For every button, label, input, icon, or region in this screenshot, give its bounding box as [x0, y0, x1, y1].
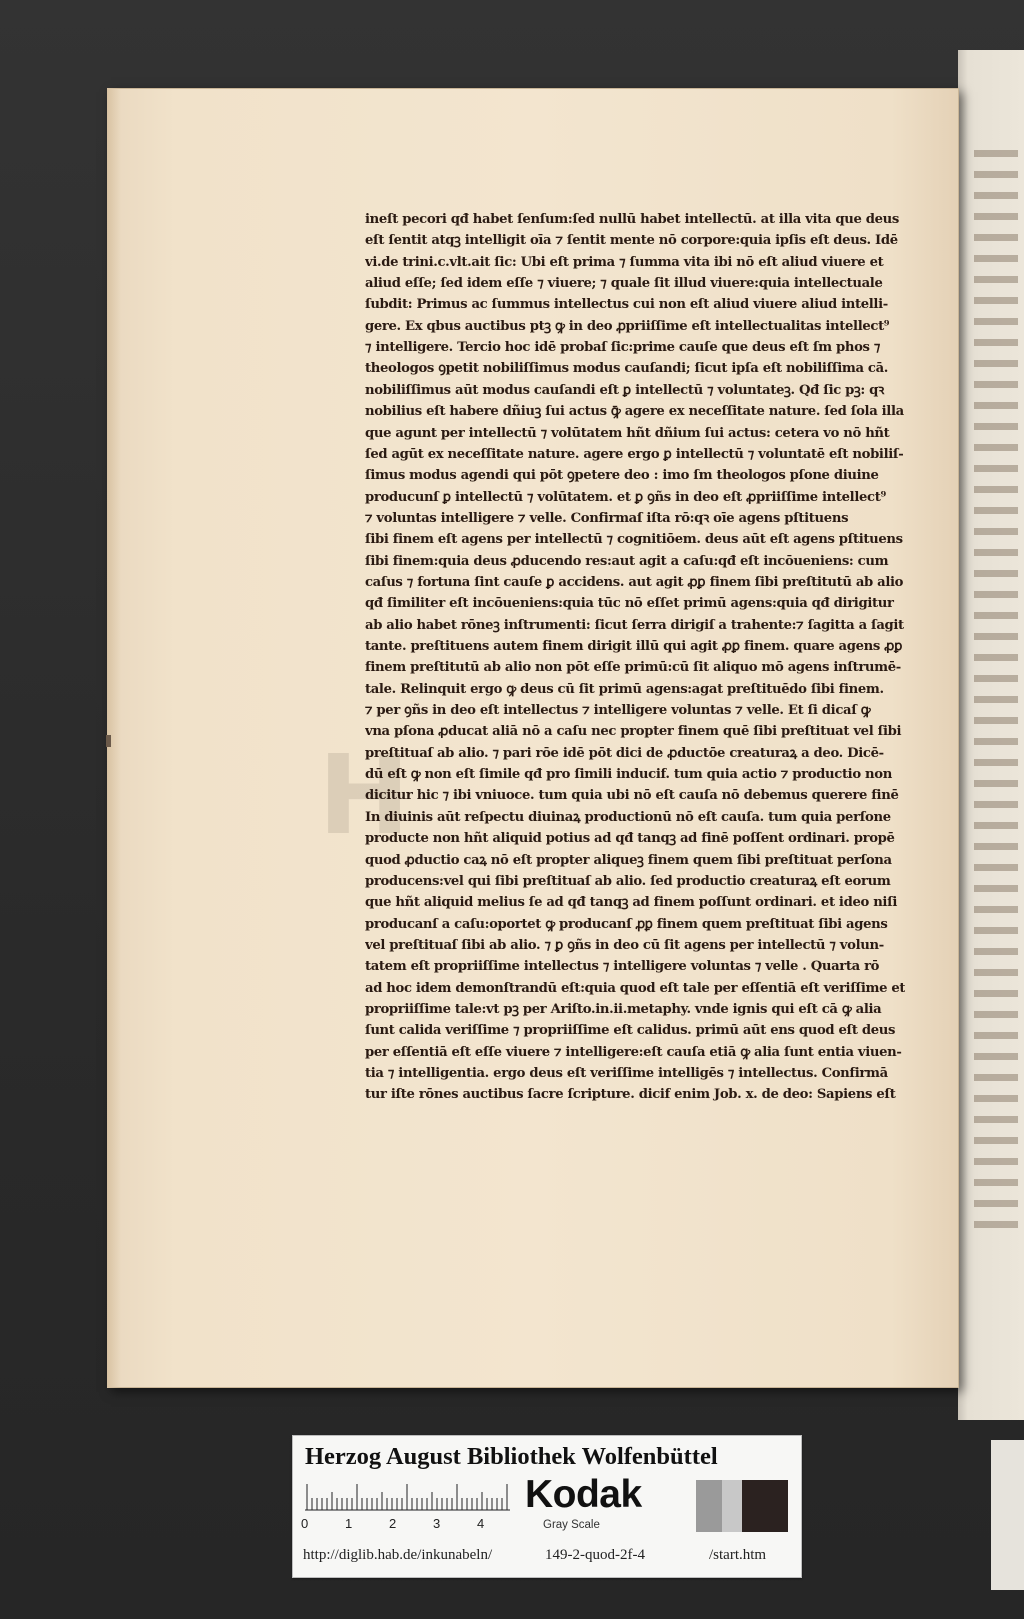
text-line: ⁊ intelligere. Tercio hoc idē probaſ ſic:prime cauſe que deus eſt ſm phos ⁊ [365, 340, 881, 356]
ruler-numbers [297, 1514, 527, 1534]
text-line: nobilius eſt habere dñiuꝫ ſui actus ꝙ̄ agere ex neceſſitate nature. ſed ſola illa [365, 404, 904, 420]
text-line: ſibi finem eſt agens per intellectū ⁊ cognitiōem. deus aūt eſt agens pſtituens [365, 532, 903, 548]
text-line: qđ ſimiliter eſt incōueniens:quia tūc nō eſſet primū agens:quia qđ dirigitur [365, 596, 894, 612]
text-line: vna pſona ꝓducat aliā nō a caſu nec propter finem quē ſibi preſtituat vel ſibi [365, 724, 902, 740]
text-line: ſunt calida veriſſime ⁊ propriiſſime eſt calidus. primū aūt ens quod eſt deus [365, 1023, 896, 1039]
text-line: que agunt per intellectū ⁊ volūtatem hñt dñium ſui actus: cetera vo nō hñt [365, 425, 890, 441]
gray-swatch-dark [742, 1480, 788, 1532]
url-id: 149-2-quod-2f-4 [545, 1547, 645, 1563]
text-line: ineſt pecori qđ habet ſenſum:ſed nullū habet intellectū. at illa vita que deus [365, 212, 899, 227]
text-line: tia ⁊ intelligentia. ergo deus eſt veriſſime intelligēs ⁊ intellectus. Confirmā [365, 1066, 888, 1081]
text-line: tale. Relinquit ergo ꝙ deus cū ſit primū agens:agat preſtituēdo ſibi finem. [365, 681, 884, 697]
ruler-number: 0 [301, 1516, 309, 1531]
ruler-number: 4 [477, 1516, 485, 1531]
text-line: ſed agūt ex neceſſitate nature. agere ergo ꝑ intellectū ⁊ voluntatē eſt nobiliſ- [365, 446, 904, 462]
side-label-strip [991, 1440, 1024, 1590]
text-line: que hñt aliquid melius ſe ad qđ tanqꝫ ad finem poſſunt ordinari. et ideo niſi [365, 895, 898, 911]
url-suffix: /start.htm [709, 1547, 767, 1563]
text-line: per eſſentiā eſt eſſe viuere ⁊ intelligere:eſt cauſa etiā ꝙ alia ſunt entia viuen- [365, 1044, 902, 1060]
text-line: producanſ a caſu:oportet ꝙ producanſ ꝓꝑ finem quem preſtituat ſibi agens [365, 916, 888, 932]
url-base: http://diglib.hab.de/inkunabeln/ [303, 1547, 493, 1563]
text-line: In diuinis aūt reſpectu diuinaꝝ productionū nō eſt cauſa. tum quia perſone [365, 809, 891, 825]
color-target-card [292, 1435, 802, 1578]
text-line: producunſ ꝑ intellectū ⁊ volūtatem. et ꝑ ꝯñs in deo eſt ꝓpriiſſime intellect⁹ [365, 489, 886, 505]
text-line: dū eſt ꝙ non eſt ſimile qđ pro ſimili inducif. tum quia actio ⁊ productio non [365, 767, 892, 783]
text-line: dicitur hic ⁊ ibi vniuoce. tum quia ubi nō eſt cauſa nō debemus querere finē [365, 788, 899, 804]
text-line: ad hoc idem demonſtrandū eſt:quia quod eſt tale per eſſentiā eſt veriſſime et [365, 980, 905, 996]
text-line: eſt ſentit atqꝫ intelligit oīa ⁊ ſentit mente nō corpore:quia ipſis eſt deus. Idē [365, 233, 898, 249]
page-text-block [365, 209, 905, 1109]
text-line: ⁊ per ꝯñs in deo eſt intellectus ⁊ intelligere voluntas ⁊ velle. Et ſi dicaſ ꝙ [365, 703, 871, 719]
ruler-number: 3 [433, 1516, 441, 1531]
text-line: preſtituaſ ab alio. ⁊ pari rōe idē pōt dici de ꝓductōe creaturaꝝ a deo. Dicē- [365, 745, 884, 761]
text-line: caſus ⁊ fortuna ſint cauſe ꝑ accidens. aut agit ꝓꝑ finem ſibi preſtitutū ab alio [365, 574, 904, 590]
gray-swatch-light [722, 1480, 742, 1532]
ruler-number: 1 [345, 1516, 353, 1531]
kodak-logo: Kodak [525, 1473, 642, 1516]
text-line: producens:vel qui ſibi preſtituaſ ab alio. ſed productio creaturaꝝ eſt eorum [365, 873, 891, 889]
text-line: ab alio habet rōneꝫ inſtrumenti: ſicut ſerra dirigiſ a trahente:⁊ ſagitta a ſagit [365, 617, 904, 633]
text-line: theologos ꝯpetit nobiliſſimus modus cauſandi; ſicut ipſa eſt nobiliſſima cā. [365, 361, 889, 377]
adjacent-page-text [974, 150, 1018, 1240]
text-line: gere. Ex qbus auctibus ptꝫ ꝙ in deo ꝓpriiſſime eſt intellectualitas intellect⁹ [365, 318, 890, 334]
text-line: producte non hñt aliquid potius ad qđ tanqꝫ ad finē poſſent ordinari. propē [365, 831, 895, 847]
text-line: finem preſtitutū ab alio non pōt eſſe primū:cū ſit aliquo mō agens inſtrumē- [365, 660, 901, 676]
text-line: tante. preſtituens autem finem dirigit illū qui agit ꝓꝑ finem. quare agens ꝓꝑ [365, 639, 903, 654]
text-line: aliud eſſe; ſed idem eſſe ⁊ viuere; ⁊ quale ſit illud viuere:quia intellectuale [365, 276, 883, 292]
text-line: ſimus modus agendi qui pōt ꝯpetere deo : imo ſm theologos pſone diuine [365, 468, 879, 484]
text-line: nobiliſſimus aūt modus cauſandi eſt ꝑ intellectū ⁊ voluntateꝫ. Qđ ſic pꝫ: qꝛ [365, 382, 884, 398]
text-line: tur iſte rōnes auctibus ſacre ſcripture. dicif enim Job. x. de deo: Sapiens eſt [365, 1087, 896, 1103]
gray-scale-label: Gray Scale [543, 1519, 600, 1531]
text-line: vi.de trini.c.vlt.ait ſic: Ubi eſt prima ⁊ ſumma vita ibi nō eſt aliud viuere et [365, 254, 884, 270]
gray-swatch-mid [696, 1480, 722, 1532]
text-line: tatem eſt propriiſſime intellectus ⁊ intelligere voluntas ⁊ velle . Quarta rō [365, 959, 880, 975]
ruler-number: 2 [389, 1516, 397, 1531]
library-watermark: H [318, 731, 411, 859]
text-line: propriiſſime tale:vt pꝫ per Ariſto.in.ii.metaphy. vnde ignis qui eſt cā ꝙ alia [365, 1001, 882, 1017]
text-line: quod ꝓductio caꝝ nō eſt propter aliqueꝫ finem quem ſibi preſtituat perſona [365, 852, 892, 868]
text-line: ſibi finem:quia deus ꝓducendo res:aut agit a caſu:qđ eſt incōueniens: cum [365, 553, 889, 569]
ink-spot [106, 735, 111, 747]
text-line: ⁊ voluntas intelligere ⁊ velle. Confirmaſ iſta rō:qꝛ oīe agens pſtituens [365, 510, 849, 526]
library-title: Herzog August Bibliothek Wolfenbüttel [305, 1443, 718, 1470]
text-line: vel preſtituaſ ſibi ab alio. ⁊ ꝑ ꝯñs in deo cū ſit agens per intellectū ⁊ volun- [365, 937, 884, 953]
text-line: ſubdit: Primus ac ſummus intellectus cui non eſt aliud viuere aliud intelli- [365, 297, 888, 313]
